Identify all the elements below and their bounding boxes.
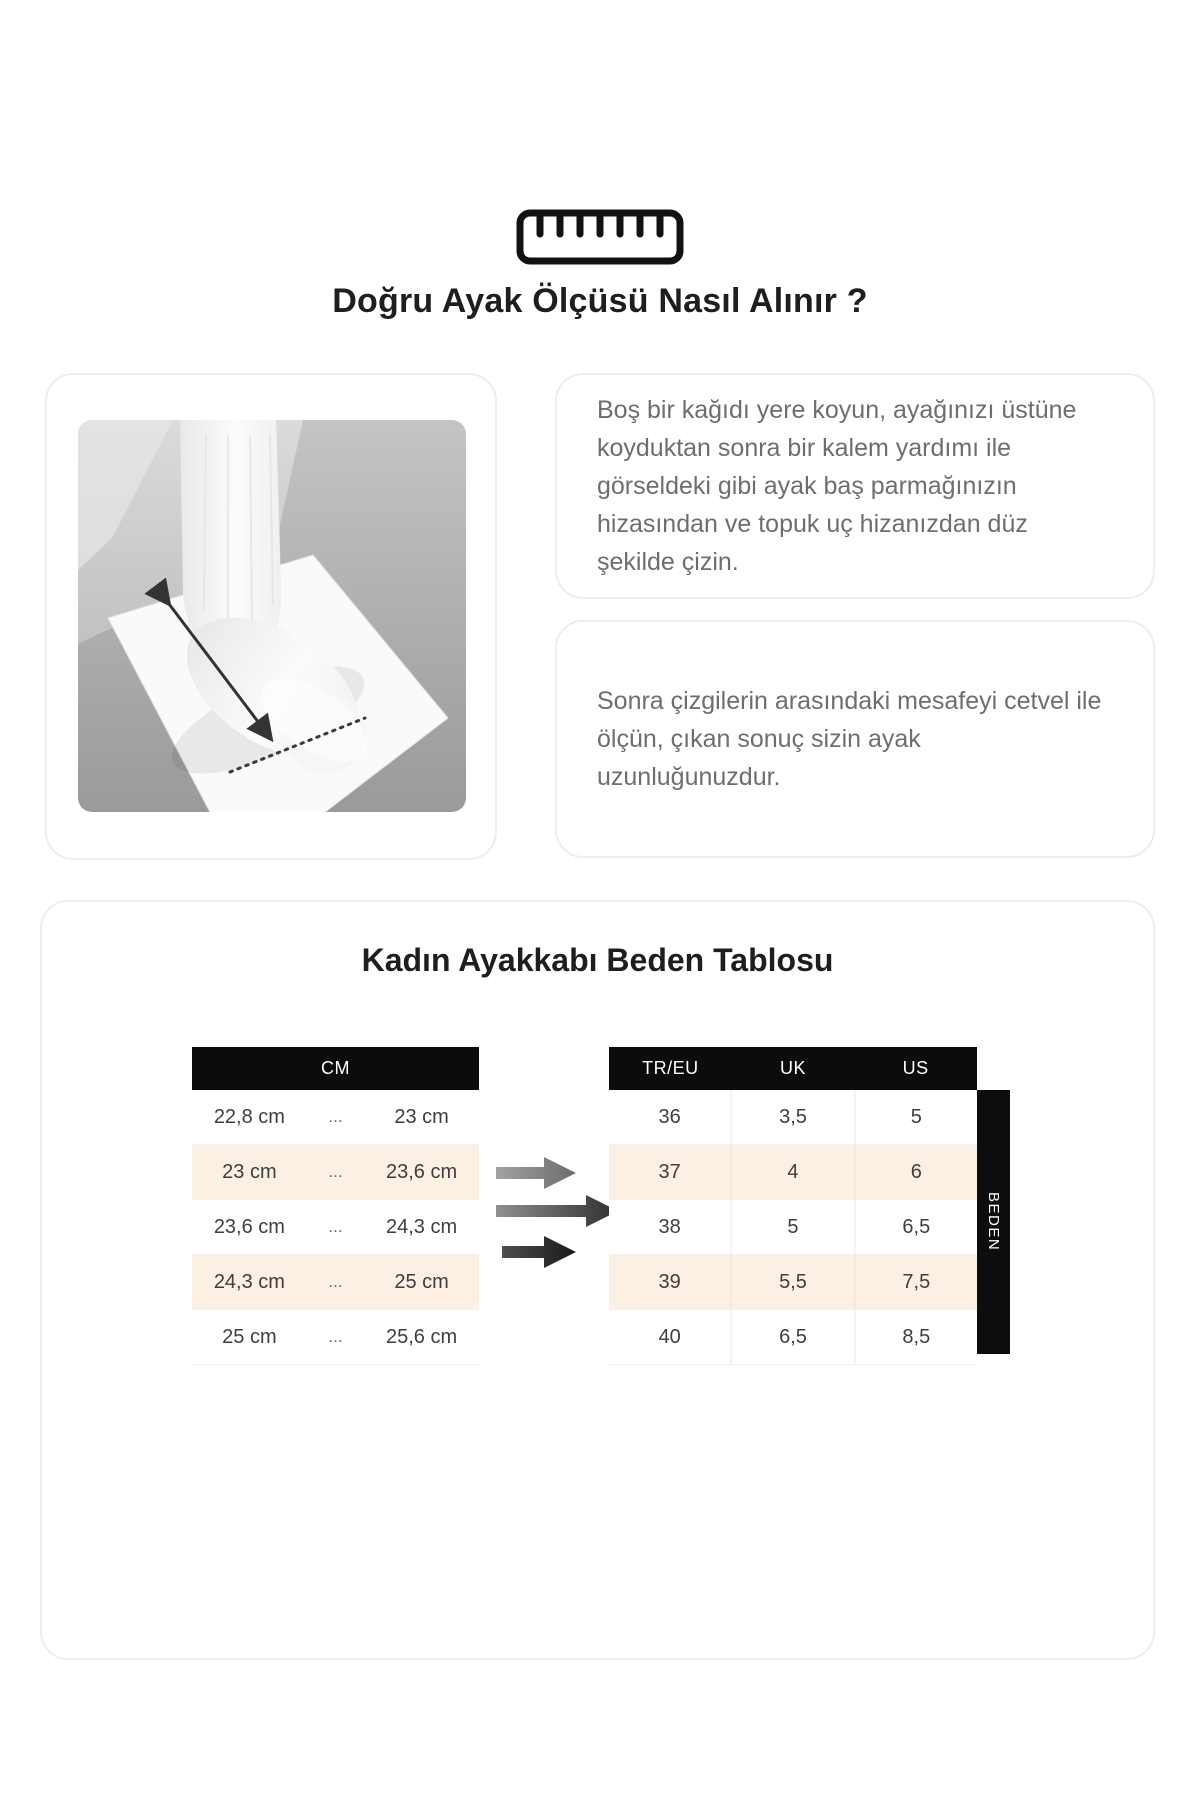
size-table-body [609,1090,977,1365]
size-table-row [609,1255,977,1310]
size-cell: 40 [658,1325,681,1348]
size-cell: 8,5 [854,1310,977,1364]
size-cell: 39 [658,1270,681,1293]
instruction-step-1: Boş bir kağıdı yere koyun, ayağınızı üstüne koyduktan sonra bir kalem yardımı ile görseldeki gibi ayak baş parmağınızın hizasından ve topuk uç hizanızdan düz şekilde çizin. [597,396,1077,576]
cm-dots-cell: ... [328,1107,343,1126]
size-table-row [609,1200,977,1255]
cm-table-row [192,1090,479,1145]
cm-dots-cell: ... [328,1162,343,1181]
international-size-table [609,1047,977,1365]
size-table-header-row [609,1047,977,1090]
size-table-row [609,1145,977,1200]
beden-side-label: BEDEN [977,1090,1010,1354]
cm-table-row [192,1145,479,1200]
conversion-arrows-icon [494,1154,619,1272]
cm-from-cell: 25 cm [222,1325,277,1348]
cm-dots-cell: ... [328,1327,343,1346]
size-table-header-cell: TR/EU [642,1058,699,1078]
cm-dots-cell: ... [328,1217,343,1236]
cm-table [192,1047,479,1365]
size-cell: 3,5 [730,1090,853,1144]
foot-measurement-photo [78,420,466,812]
cm-table-row [192,1310,479,1365]
cm-to-cell: 25 cm [394,1270,449,1293]
cm-from-cell: 23 cm [222,1160,277,1183]
instruction-step-2: Sonra çizgilerin arasındaki mesafeyi cetvel ile ölçün, çıkan sonuç sizin ayak uzunluğunuzdur. [597,687,1102,791]
cm-dots-cell: ... [328,1272,343,1291]
size-cell: 6,5 [730,1310,853,1364]
cm-table-row [192,1255,479,1310]
foot-measurement-photo-card [45,373,497,860]
size-cell: 5 [854,1090,977,1144]
size-cell: 6 [854,1145,977,1199]
cm-table-body [192,1090,479,1365]
size-cell: 37 [658,1160,681,1183]
size-table-header-cell: US [902,1058,929,1078]
cm-from-cell: 23,6 cm [213,1215,285,1238]
size-table-header-cell: UK [780,1058,807,1078]
ruler-icon [516,208,684,266]
cm-table-row [192,1200,479,1255]
cm-to-cell: 25,6 cm [386,1325,458,1348]
page-title: Doğru Ayak Ölçüsü Nasıl Alınır ? [332,282,868,320]
size-table-row [609,1310,977,1365]
cm-to-cell: 23,6 cm [386,1160,458,1183]
instruction-card-2 [555,620,1155,858]
size-table-title: Kadın Ayakkabı Beden Tablosu [361,942,834,978]
cm-from-cell: 22,8 cm [213,1105,285,1128]
size-cell: 36 [658,1105,681,1128]
size-cell: 38 [658,1215,681,1238]
cm-from-cell: 24,3 cm [213,1270,285,1293]
cm-table-header: CM [192,1047,479,1090]
size-table-card [40,900,1155,1660]
size-cell: 5,5 [730,1255,853,1309]
instruction-card-1 [555,373,1155,599]
cm-to-cell: 24,3 cm [386,1215,458,1238]
cm-to-cell: 23 cm [394,1105,449,1128]
size-cell: 7,5 [854,1255,977,1309]
size-table-row [609,1090,977,1145]
size-cell: 5 [730,1200,853,1254]
size-cell: 6,5 [854,1200,977,1254]
size-cell: 4 [730,1145,853,1199]
